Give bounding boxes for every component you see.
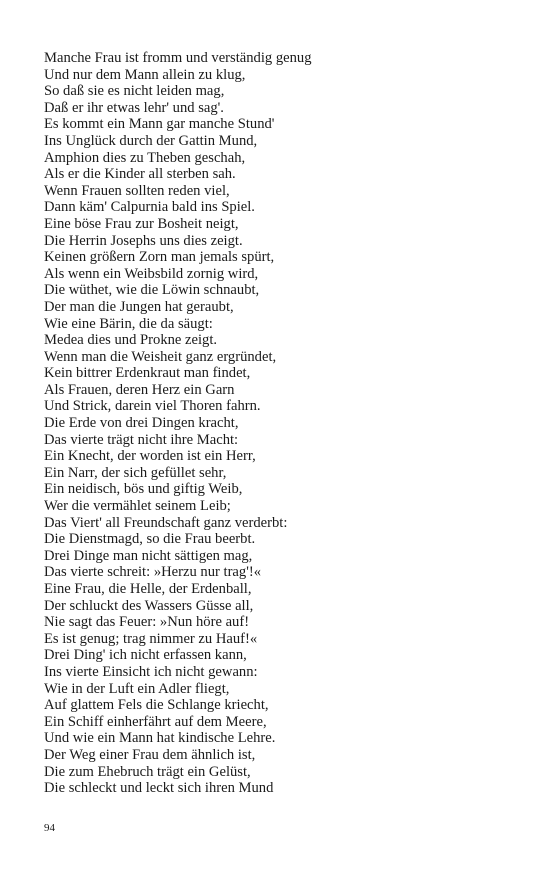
poem-line: So daß sie es nicht leiden mag,	[44, 83, 225, 100]
poem-line: Der schluckt des Wassers Güsse all,	[44, 597, 254, 614]
poem-line: Wie eine Bärin, die da säugt:	[44, 315, 213, 332]
poem-line: Es ist genug; trag nimmer zu Hauf!«	[44, 630, 258, 647]
poem-line: Ein neidisch, bös und giftig Weib,	[44, 481, 243, 498]
poem-line: Die Dienstmagd, so die Frau beerbt.	[44, 531, 256, 548]
poem-line: Das Viert' all Freundschaft ganz verderbt:	[44, 514, 288, 531]
poem-line: Kein bittrer Erdenkraut man findet,	[44, 365, 251, 382]
poem-line: Das vierte trägt nicht ihre Macht:	[44, 431, 239, 448]
poem-line: Drei Ding' ich nicht erfassen kann,	[44, 647, 247, 664]
poem-line: Eine Frau, die Helle, der Erdenball,	[44, 581, 252, 597]
poem-line: Medea dies und Prokne zeigt.	[44, 332, 218, 349]
poem-line: Ins vierte Einsicht ich nicht gewann:	[44, 663, 258, 680]
poem-line: Ein Schiff einherfährt auf dem Meere,	[44, 713, 267, 730]
poem-line: Wer die vermählet seinem Leib;	[44, 498, 231, 515]
page-number: 94	[44, 822, 55, 834]
poem-line: Eine böse Frau zur Bosheit neigt,	[44, 215, 239, 232]
poem-line: Daß er ihr etwas lehr' und sag'.	[44, 99, 224, 116]
poem-line: Als er die Kinder all sterben sah.	[44, 166, 236, 183]
poem-line: Die wüthet, wie die Löwin schnaubt,	[44, 282, 260, 299]
poem-line: Und Strick, darein viel Thoren fahrn.	[44, 398, 261, 415]
poem-line: Es kommt ein Mann gar manche Stund'	[44, 116, 275, 133]
poem-line: Wenn Frauen sollten reden viel,	[44, 182, 230, 199]
poem-line: Auf glattem Fels die Schlange kriecht,	[44, 697, 269, 714]
poem-line: Und nur dem Mann allein zu klug,	[44, 66, 246, 83]
poem-line: Ein Narr, der sich gefüllet sehr,	[44, 464, 227, 481]
poem-line: Die schleckt und leckt sich ihren Mund	[44, 780, 274, 797]
poem-line: Die Herrin Josephs uns dies zeigt.	[44, 232, 243, 249]
poem-line: Das vierte schreit: »Herzu nur trag'!«	[44, 564, 261, 581]
poem-line: Der man die Jungen hat geraubt,	[44, 298, 234, 315]
poem-line: Keinen größern Zorn man jemals spürt,	[44, 249, 275, 266]
poem-line: Manche Frau ist fromm und verständig genug	[44, 50, 312, 66]
poem-line: Ins Unglück durch der Gattin Mund,	[44, 132, 258, 149]
poem-line: Dann käm' Calpurnia bald ins Spiel.	[44, 199, 255, 216]
poem-line: Die Erde von drei Dingen kracht,	[44, 415, 239, 432]
poem-text	[44, 50, 514, 797]
poem-line: Als Frauen, deren Herz ein Garn	[44, 381, 235, 398]
poem-line: Als wenn ein Weibsbild zornig wird,	[44, 265, 259, 282]
poem-line: Die zum Ehebruch trägt ein Gelüst,	[44, 763, 251, 780]
poem-line: Und wie ein Mann hat kindische Lehre.	[44, 730, 276, 747]
poem-line: Nie sagt das Feuer: »Nun höre auf!	[44, 614, 250, 631]
poem-line: Amphion dies zu Theben geschah,	[44, 149, 246, 166]
poem-line: Wenn man die Weisheit ganz ergründet,	[44, 348, 277, 365]
poem-line: Drei Dinge man nicht sättigen mag,	[44, 547, 253, 564]
poem-line: Der Weg einer Frau dem ähnlich ist,	[44, 746, 256, 763]
poem-line: Wie in der Luft ein Adler fliegt,	[44, 680, 230, 697]
poem-line: Ein Knecht, der worden ist ein Herr,	[44, 448, 256, 465]
